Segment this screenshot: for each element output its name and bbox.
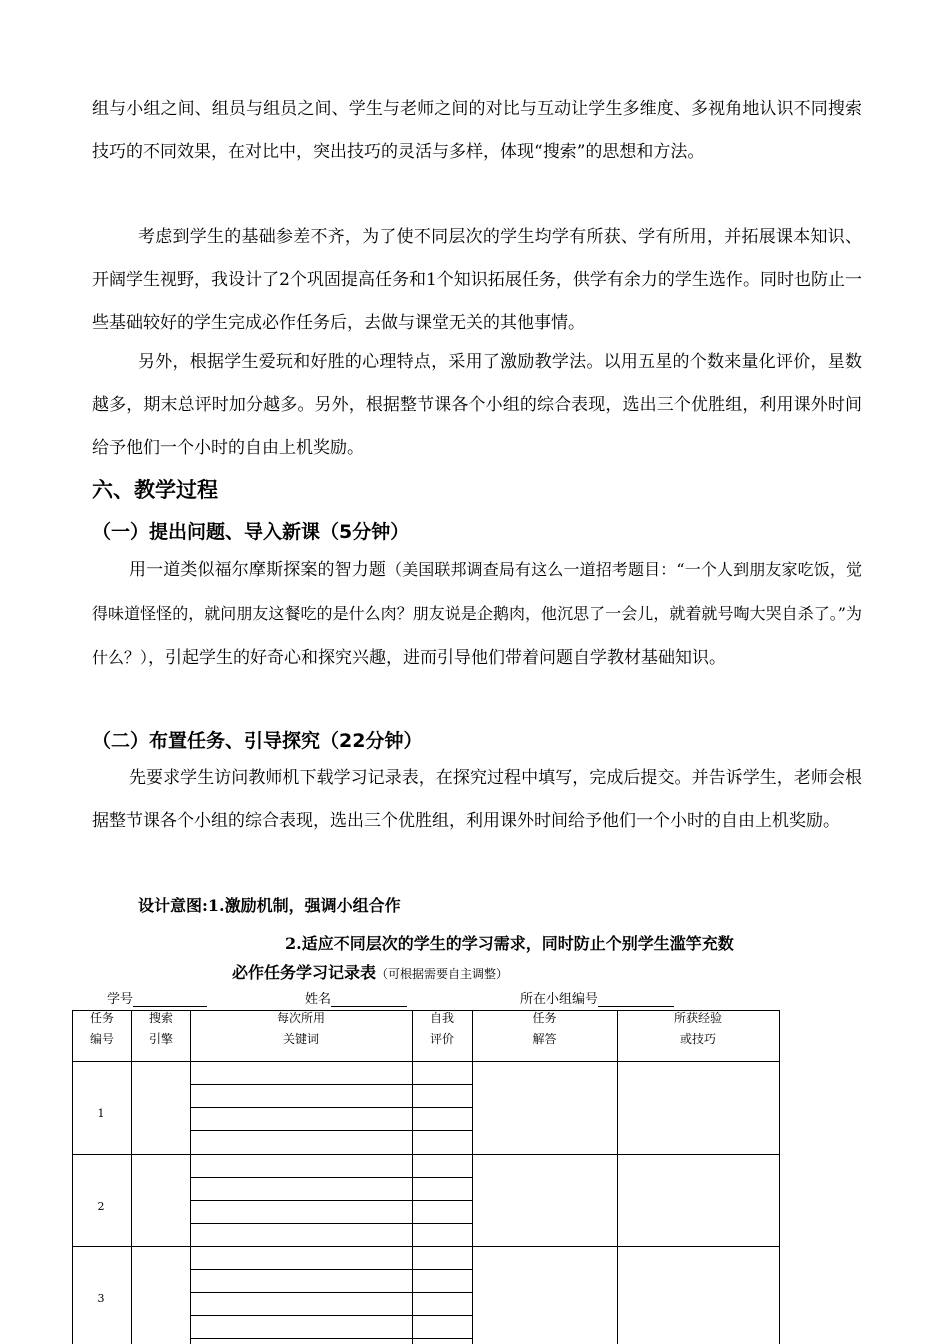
paragraph-comparison: 组与小组之间、组员与组员之间、学生与老师之间的对比与互动让学生多维度、多视角地认识不同搜索技巧的不同效果，在对比中，突出技巧的灵活与多样，体现“搜索”的思想和方法。 — [92, 99, 862, 162]
paragraph-layered-tasks: 考虑到学生的基础参差不齐，为了使不同层次的学生均学有所获、学有所用，并拓展课本知识、开阔学生视野，我设计了2个巩固提高任务和1个知识拓展任务，供学有余力的学生选作。同时也防止一些基础较好的学生完成必作任务后，去做与课堂无关的其他事情。 — [92, 227, 862, 333]
student-number-blank[interactable] — [133, 992, 207, 1007]
table-row-number: 1 — [97, 1107, 105, 1120]
record-table-title: 必作任务学习记录表（可根据需要自主调整） — [232, 963, 509, 982]
paragraph-motivation: 另外，根据学生爱玩和好胜的心理特点，采用了激励教学法。以用五星的个数来量化评价，星数越多，期末总评时加分越多。另外，根据整节课各个小组的综合表现，选出三个优胜组，利用课外时间给予他们一个小时的自由上机奖励。 — [92, 352, 862, 458]
header-task-number: 任务 编号 — [89, 1011, 114, 1046]
student-number-field: 学号 — [107, 988, 207, 1007]
section-heading-teaching-process: 六、教学过程 — [92, 478, 218, 502]
name-field: 姓名 — [305, 988, 407, 1007]
group-number-blank[interactable] — [598, 992, 674, 1007]
design-intent-line-1: 设计意图:1.激励机制，强调小组合作 — [138, 896, 401, 915]
paragraph-intro-question: 用一道类似福尔摩斯探案的智力题（美国联邦调查局有这么一道招考题目：“一个人到朋友家吃饭，觉得味道怪怪的，就问朋友这餐吃的是什么肉？朋友说是企鹅肉，他沉思了一会儿，就着就号啕大哭自杀了。”为什么？），引起学生的好奇心和探究兴趣，进而引导他们带着问题自学教材基础知识。 — [92, 560, 863, 668]
design-intent-line-2: 2.适应不同层次的学生的学习需求，同时防止个别学生滥竽充数 — [285, 934, 734, 953]
record-table — [72, 1010, 780, 1344]
subsection-heading-tasks: （二）布置任务、引导探究（22分钟） — [92, 730, 423, 752]
paragraph-task-instructions: 先要求学生访问教师机下载学习记录表，在探究过程中填写，完成后提交。并告诉学生，老师会根据整节课各个小组的综合表现，选出三个优胜组，利用课外时间给予他们一个小时的自由上机奖励。 — [92, 768, 862, 831]
header-keywords: 每次所用 关键词 — [276, 1011, 325, 1046]
header-task-answer: 任务 解答 — [532, 1011, 557, 1046]
header-self-evaluation: 自我 评价 — [429, 1011, 454, 1046]
header-experience: 所获经验 或技巧 — [673, 1011, 722, 1046]
table-row-number: 3 — [97, 1292, 105, 1305]
group-number-field: 所在小组编号 — [520, 988, 674, 1007]
subsection-heading-intro: （一）提出问题、导入新课（5分钟） — [92, 521, 410, 543]
header-search-engine: 搜索 引擎 — [148, 1011, 173, 1046]
name-blank[interactable] — [331, 992, 407, 1007]
table-row-number: 2 — [97, 1200, 105, 1213]
